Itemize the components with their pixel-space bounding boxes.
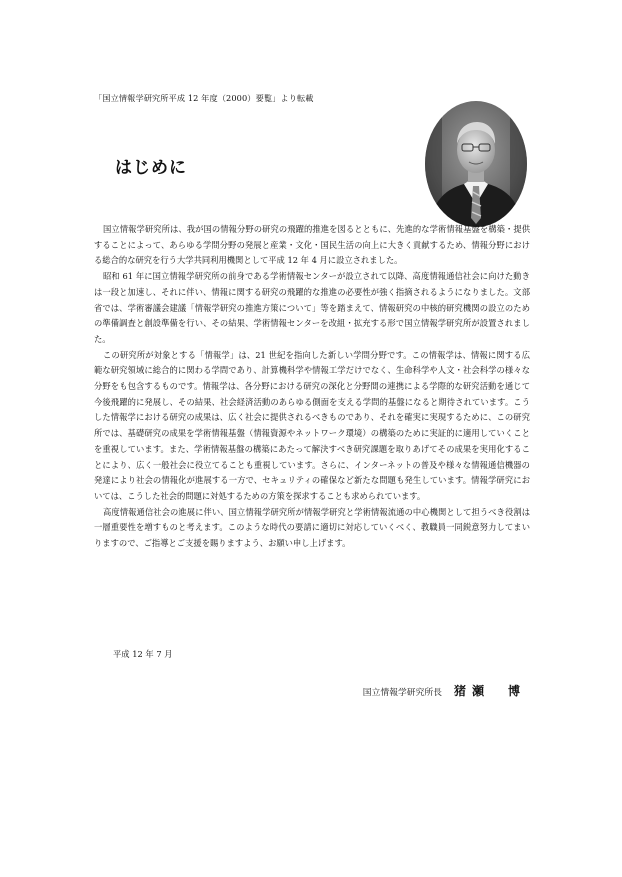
page-title: はじめに	[115, 158, 187, 178]
body-text	[94, 222, 530, 552]
portrait-photo	[424, 100, 528, 228]
signature-role: 国立情報学研究所長	[362, 688, 442, 698]
date: 平成 12 年 7 月	[113, 649, 173, 659]
source-note: 「国立情報学研究所平成 12 年度（2000）要覧」より転載	[94, 93, 314, 103]
signature	[363, 682, 526, 699]
paragraph-1: 国立情報学研究所は、我が国の情報分野の研究の飛躍的推進を図るとともに、先進的な学術情報基盤を構築・提供することによって、あらゆる学問分野の発展と産業・文化・国民生活の向上に大きく貢献するため、情報分野における総合的な研究を行う大学共同利用機関として平成 12 年 4 月に設立されました。	[94, 224, 530, 266]
paragraph-3: この研究所が対象とする「情報学」は、21 世紀を指向した新しい学問分野です。この情報学は、情報に関する広範な研究領域に総合的に関わる学問であり、計算機科学や情報工学だけでなく、生命科学や人文・社会科学の様々な分野をも包含するものです。情報学は、各分野における研究の深化と分野間の連携による学際的な研究活動を通じて今後飛躍的に発展し、その結果、社会経済活動のあらゆる側面を支える学問的基盤になると期待されています。こうした情報学における研究の成果は、広く社会に提供されるべきものであり、それを確実に実現するために、この研究所では、基礎研究の成果を学術情報基盤（情報資源やネットワーク環境）の構築のために実証的に適用していくことを重視しています。また、学術情報基盤の構築にあたって解決すべき研究課題を取りあげてその成果を実用化することにより、広く一般社会に役立てることも重視しています。さらに、インターネットの普及や様々な情報通信機器の発達により社会の情報化が進展する一方で、セキュリティの確保など新たな問題も発生しています。情報学研究においては、こうした社会的問題に対処するための方策を探求することも求められています。	[94, 349, 530, 501]
paragraph-2: 昭和 61 年に国立情報学研究所の前身である学術情報センターが設立されて以降、高度情報通信社会に向けた動きは一段と加速し、それに伴い、情報に関する研究の飛躍的な推進の必要性が強く指摘されるようになりました。文部省では、学術審議会建議「情報学研究の推進方策について」等を踏まえて、情報研究の中核的研究機関の設立のための準備調査と創設準備を行い、その結果、学術情報センターを改組・拡充する形で国立情報学研究所が設置されました。	[94, 271, 530, 344]
portrait-photo-icon	[424, 100, 528, 228]
signature-name: 猪瀬 博	[453, 684, 526, 698]
paragraph-4: 高度情報通信社会の進展に伴い、国立情報学研究所が情報学研究と学術情報流通の中心機関として担うべき役割は一層重要性を増すものと考えます。このような時代の要請に適切に対応していくべく、教職員一同鋭意努力してまいりますので、ご指導とご支援を賜りますよう、お願い申し上げます。	[94, 506, 530, 549]
